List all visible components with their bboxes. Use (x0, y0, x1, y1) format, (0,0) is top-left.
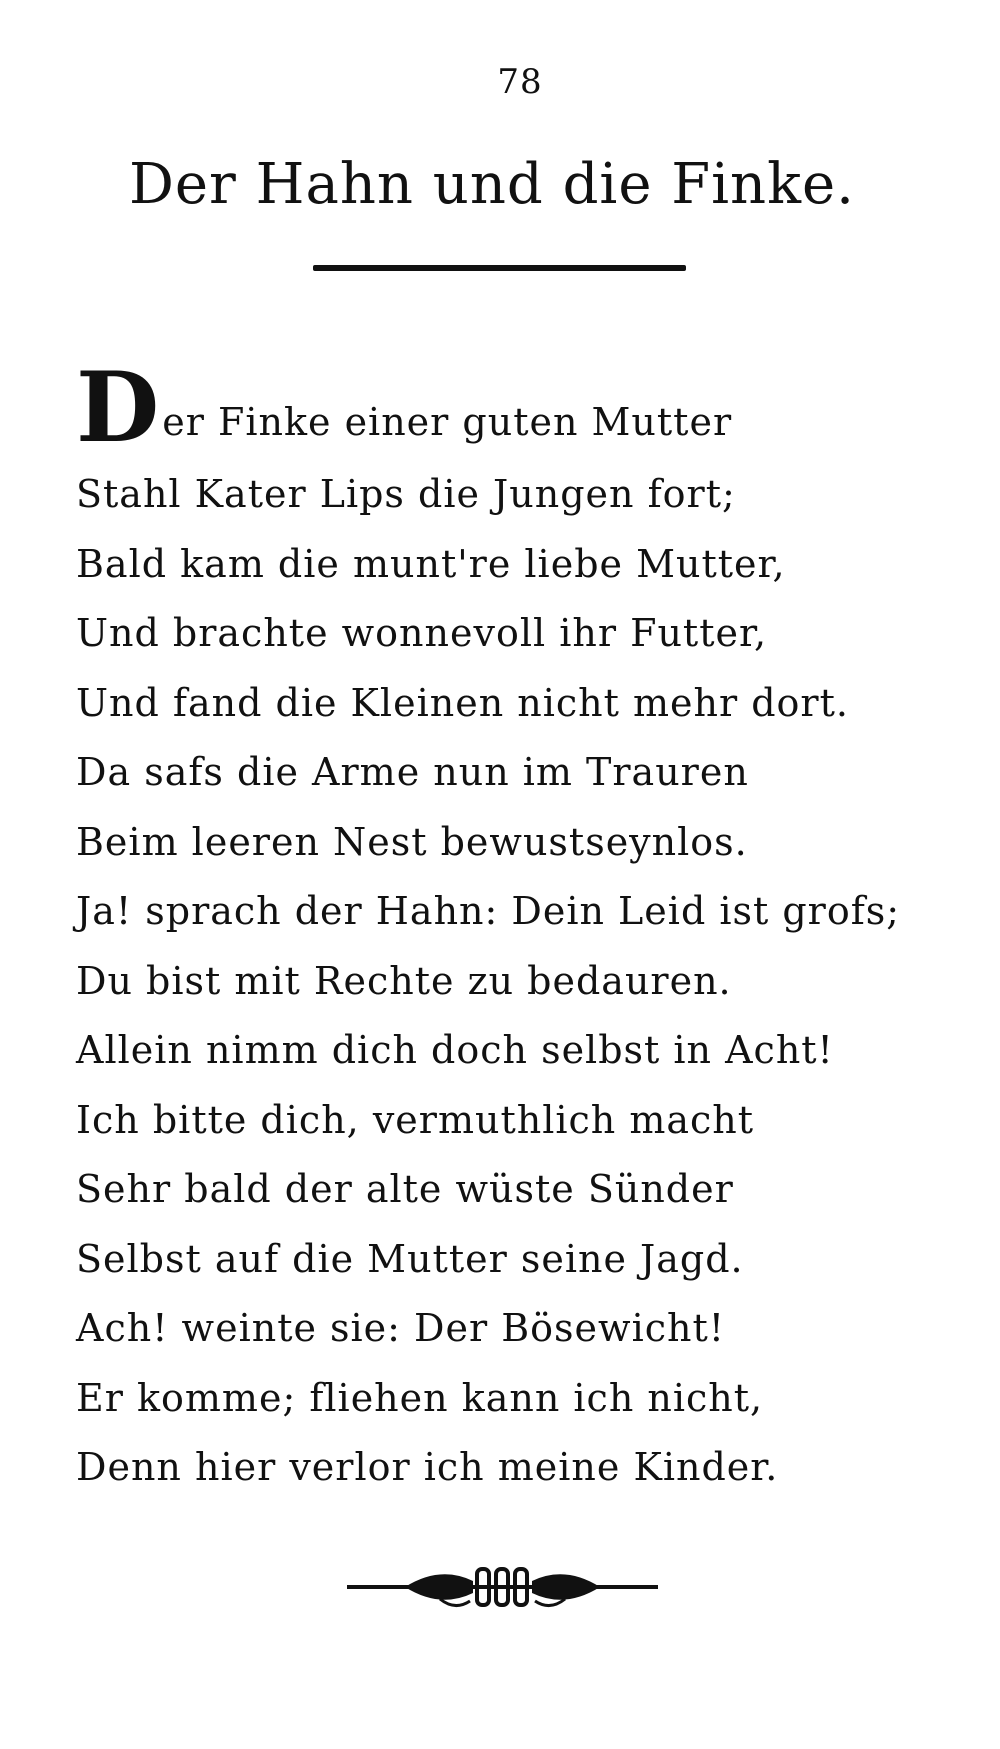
ornament-icon (345, 1555, 660, 1615)
first-line-text: er Finke einer guten Mutter (162, 400, 733, 444)
poem-line: Allein nimm dich doch selbst in Acht! (76, 1028, 834, 1072)
poem-line: Er komme; fliehen kann ich nicht, (76, 1375, 764, 1420)
poem-line: Und brachte wonnevoll ihr Futter, (76, 611, 768, 655)
poem-line: Selbst auf die Mutter seine Jagd. (76, 1236, 744, 1281)
poem-line: Sehr bald der alte wüste Sünder (76, 1167, 734, 1211)
poem-line: Ach! weinte sie: Der Bösewicht! (76, 1306, 726, 1350)
poem-line: Stahl Kater Lips die Jungen fort; (76, 472, 736, 516)
poem-line: Beim leeren Nest bewustseynlos. (76, 819, 748, 864)
poem-line: Und fand die Kleinen nicht mehr dort. (76, 680, 849, 725)
poem-line: Denn hier verlor ich meine Kinder. (76, 1445, 779, 1489)
poem-line: Da safs die Arme nun im Trauren (76, 750, 749, 794)
drop-cap: D (76, 351, 161, 464)
poem-line (76, 351, 976, 464)
poem-line: Ich bitte dich, vermuthlich macht (76, 1097, 755, 1142)
poem-line: Ja! sprach der Hahn: Dein Leid ist grofs; (76, 889, 901, 933)
poem-body (76, 351, 976, 1503)
poem-line: Bald kam die munt're liebe Mutter, (76, 541, 786, 586)
page-number: 78 (497, 62, 543, 102)
poem-title: Der Hahn und die Finke. (129, 152, 855, 217)
title-divider (313, 265, 686, 271)
poem-line: Du bist mit Rechte zu bedauren. (76, 958, 732, 1003)
